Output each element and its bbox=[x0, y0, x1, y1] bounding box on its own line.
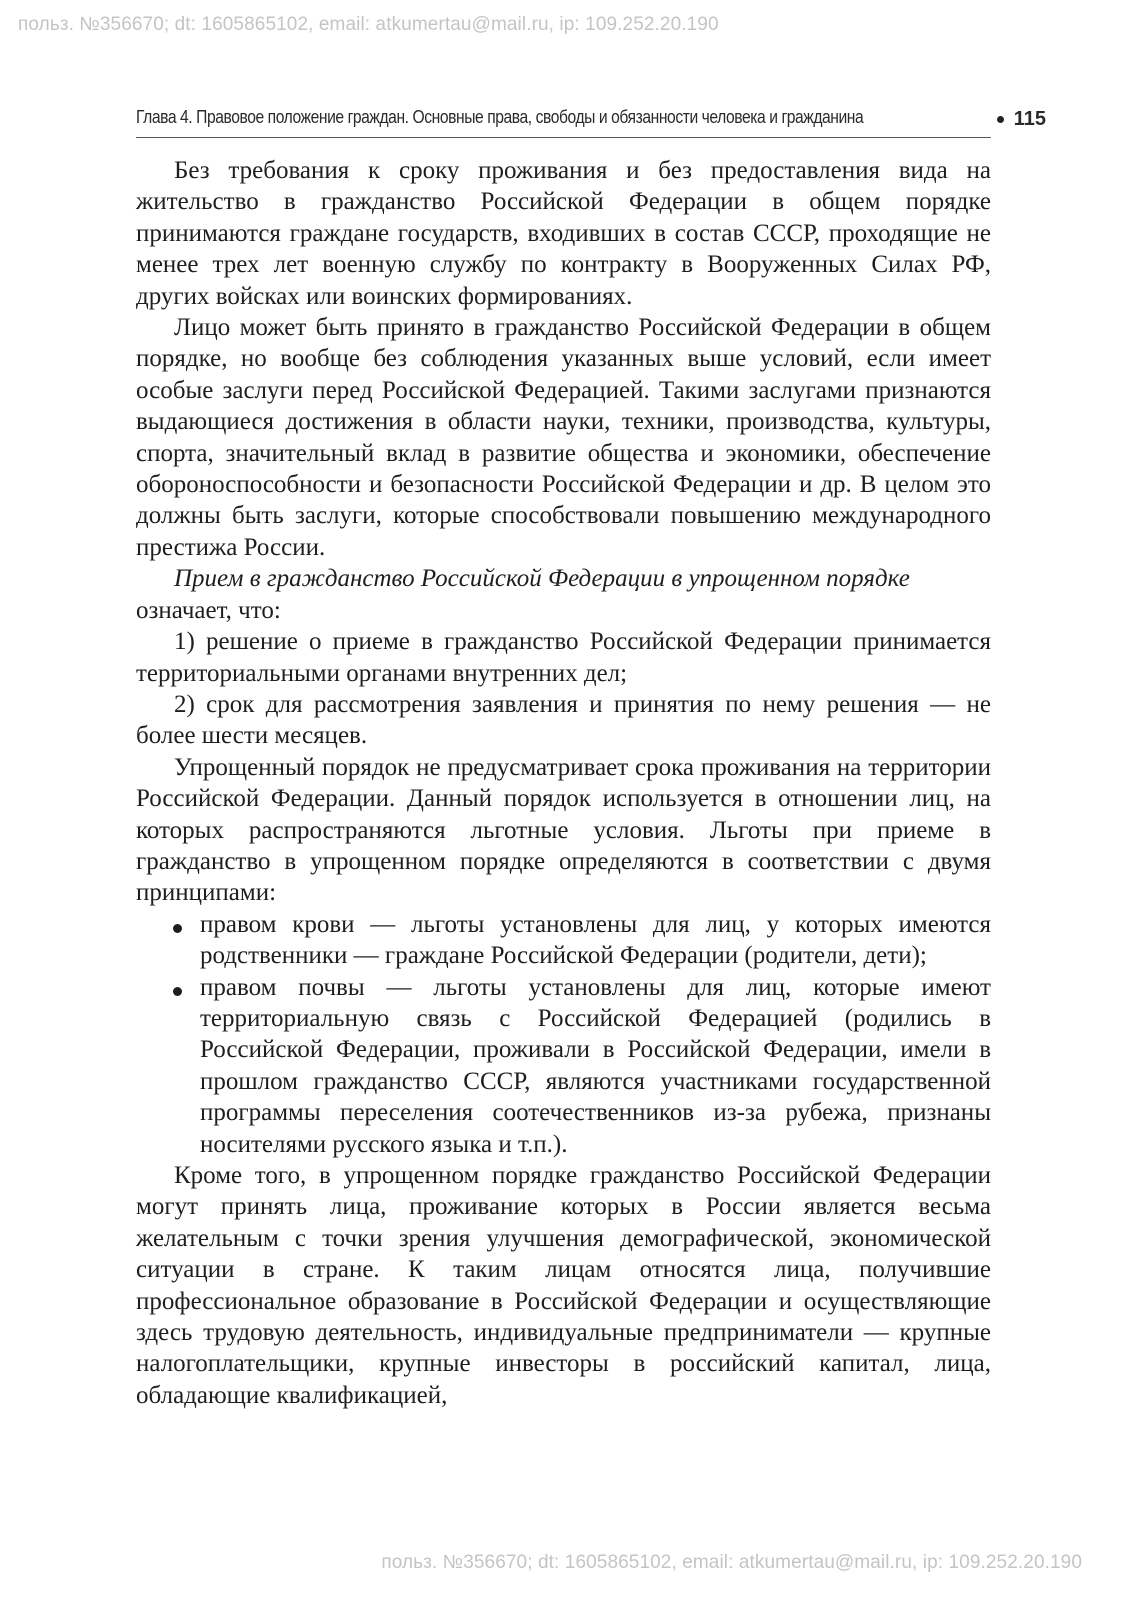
bullet-item-text: правом почвы — льготы установлены для лиц, которые имеют территориальную связь с Российской Федерацией (родились в Российской Федерации, проживали в Российской Федерации, имели в прошлом гражданство СССР, являются участниками государственной программы переселения соотечественников из-за рубежа, признаны носителями русского языка и т.п.). bbox=[200, 973, 991, 1158]
bullet-icon bbox=[173, 924, 182, 933]
paragraph-5: Кроме того, в упрощенном порядке гражданство Российской Федерации могут принять лица, проживание которых в России является весьма желательным с точки зрения улучшения демографической, экономической ситуации в стране. К таким лицам относятся лица, получившие профессиональное образование в Российской Федерации и осуществляющие здесь трудовую деятельность, индивидуальные предприниматели — крупные налогоплательщики, крупные инвесторы в российский капитал, лица, обладающие квалификацией, bbox=[136, 1162, 991, 1409]
bullet-item bbox=[136, 909, 991, 972]
paragraph-3-italic-term: Прием в гражданство Российской Федерации в упрощенном порядке bbox=[174, 565, 910, 593]
watermark-bottom: польз. №356670; dt: 1605865102, email: atkumertau@mail.ru, ip: 109.252.20.190 bbox=[381, 1552, 1082, 1573]
paragraph-3 bbox=[136, 563, 991, 594]
running-head bbox=[136, 106, 1046, 131]
paragraph-3-continuation: означает, что: bbox=[136, 596, 281, 624]
bullet-list bbox=[136, 909, 991, 1160]
bullet-icon bbox=[173, 987, 182, 996]
bullet-item bbox=[136, 972, 991, 1160]
bullet-item-text: правом крови — льготы установлены для лиц, у которых имеются родственники — граждане Российской Федерации (родители, дети); bbox=[200, 910, 991, 970]
numbered-item-1: 1) решение о приеме в гражданство Российской Федерации принимается территориальными органами внутренних дел; bbox=[136, 628, 991, 687]
running-head-title: Глава 4. Правовое положение граждан. Основные права, свободы и обязанности человека и гражданина bbox=[136, 106, 864, 127]
paragraph-1: Без требования к сроку проживания и без предоставления вида на жительство в гражданство Российской Федерации в общем порядке принимаются граждане государств, входивших в состав СССР, проходящие не менее трех лет военную службу по контракту в Вооруженных Силах РФ, других войсках или воинских формированиях. bbox=[136, 157, 991, 310]
page-body bbox=[136, 155, 991, 1411]
paragraph-4: Упрощенный порядок не предусматривает срока проживания на территории Российской Федерации. Данный порядок используется в отношении лиц, на которых распространяются льготные условия. Льготы при приеме в гражданство в упрощенном порядке определяются в соответствии с двумя принципами: bbox=[136, 753, 991, 907]
bullet-separator-icon bbox=[997, 116, 1004, 123]
page-number: 115 bbox=[1013, 108, 1046, 130]
numbered-item-2: 2) срок для рассмотрения заявления и принятия по нему решения — не более шести месяцев. bbox=[136, 690, 991, 750]
watermark-top: польз. №356670; dt: 1605865102, email: atkumertau@mail.ru, ip: 109.252.20.190 bbox=[18, 14, 719, 35]
header-rule bbox=[136, 137, 991, 138]
running-head-right bbox=[997, 108, 1046, 131]
paragraph-2: Лицо может быть принято в гражданство Российской Федерации в общем порядке, но вообще без соблюдения указанных выше условий, если имеет особые заслуги перед Российской Федерацией. Такими заслугами признаются выдающиеся достижения в области науки, техники, производства, культуры, спорта, значительный вклад в развитие общества и экономики, обеспечение обороноспособности и безопасности Российской Федерации и др. В целом это должны быть заслуги, которые способствовали повышению международного престижа России. bbox=[136, 314, 991, 561]
